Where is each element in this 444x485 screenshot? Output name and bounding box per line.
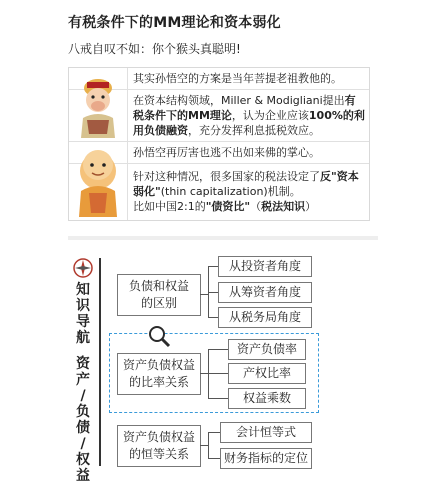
dialog-table — [68, 67, 370, 221]
leaf-equity-ratio[interactable]: 产权比率 — [228, 363, 306, 384]
leaf-financier[interactable]: 从筹资者角度 — [218, 282, 312, 303]
connector — [208, 266, 218, 267]
zhubajie-avatar — [69, 68, 128, 141]
section-divider — [68, 236, 378, 240]
leaf-investor[interactable]: 从投资者角度 — [218, 256, 312, 277]
leaf-debt-ratio[interactable]: 资产负债率 — [228, 339, 306, 360]
leaf-tax-bureau[interactable]: 从税务局角度 — [218, 307, 312, 328]
connector — [208, 432, 209, 458]
leaf-indicator-position[interactable]: 财务指标的定位 — [220, 448, 312, 469]
connector — [200, 373, 208, 374]
dialog-text-4: 针对这种情况，很多国家的税法设定了反"资本弱化"(thin capitalization)机制。 比如中国2:1的"债资比"（税法知识） — [133, 170, 359, 213]
group-box-2[interactable]: 资产负债权益的比率关系 — [117, 353, 201, 395]
leaf-equity-multiplier[interactable]: 权益乘数 — [228, 388, 306, 409]
dialog-text-1: 其实孙悟空的方案是当年菩提老祖教他的。 — [133, 72, 342, 85]
monk-avatar — [69, 141, 128, 220]
nav-vertical-line — [99, 258, 101, 466]
connector — [208, 398, 228, 399]
group-box-3[interactable]: 资产负债权益的恒等关系 — [117, 425, 201, 467]
leaf-accounting-identity[interactable]: 会计恒等式 — [220, 422, 312, 443]
side-label: 知 识 导 航 资 产 / 负 债 / 权 益 — [76, 282, 90, 484]
dialog-text-3: 孙悟空再厉害也逃不出如来佛的掌心。 — [133, 146, 320, 159]
compass-icon — [73, 258, 93, 278]
connector — [200, 294, 208, 295]
connector — [208, 373, 228, 374]
page-subtitle: 八戒自叹不如：你个猴头真聪明! — [68, 42, 241, 56]
connector — [200, 445, 208, 446]
dialog-text-2: 在资本结构领域，Miller & Modigliani提出有税条件下的MM理论，认为企业应该100%的利用负债融资，充分发挥利息抵税效应。 — [133, 94, 365, 137]
group-box-1[interactable]: 负债和权益的区别 — [117, 274, 201, 316]
magnifier-icon — [147, 324, 171, 348]
connector — [208, 432, 220, 433]
connector — [208, 349, 228, 350]
connector — [208, 292, 218, 293]
connector — [208, 458, 220, 459]
connector — [208, 317, 218, 318]
page-title: 有税条件下的MM理论和资本弱化 — [68, 15, 281, 31]
